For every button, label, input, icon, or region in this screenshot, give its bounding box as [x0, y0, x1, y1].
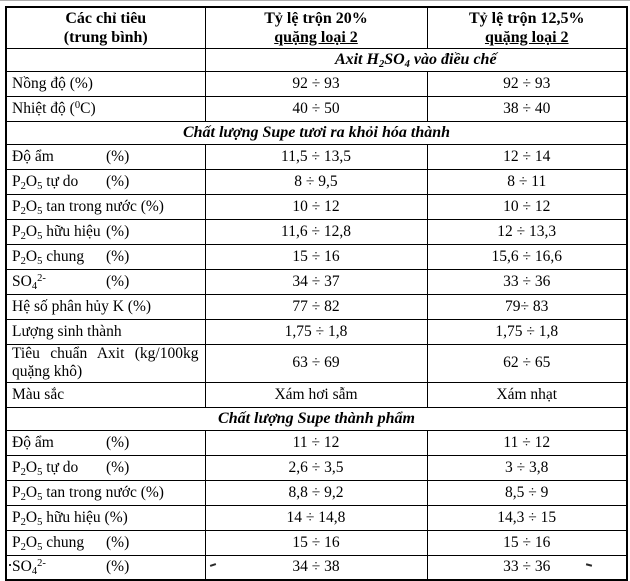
row-value: 12 ÷ 13,3	[427, 219, 627, 244]
row-label: Độ ẩm (%)	[6, 144, 205, 169]
table-row	[6, 244, 627, 269]
table-row	[6, 530, 627, 555]
row-label: Hệ số phân hủy K (%)	[6, 294, 205, 319]
cropped-text-fragment	[9, 564, 11, 566]
row-value: 33 ÷ 36	[427, 555, 627, 580]
row-value: 33 ÷ 36	[427, 269, 627, 294]
table-row	[6, 71, 627, 96]
header-row	[6, 7, 627, 48]
row-value: 11,5 ÷ 13,5	[205, 144, 427, 169]
row-value: 8 ÷ 9,5	[205, 169, 427, 194]
row-label: Nhiệt độ ($^0$C)	[6, 96, 205, 121]
row-value: 3 ÷ 3,8	[427, 455, 627, 480]
table-body	[6, 48, 627, 580]
header-mix-12-5-line1: Tỷ lệ trộn 12,5%	[468, 9, 585, 27]
table-row	[6, 269, 627, 294]
row-value: 8,5 ÷ 9	[427, 480, 627, 505]
row-value: 14 ÷ 14,8	[205, 505, 427, 530]
row-label: $P_2O_5$ tan trong nước (%)	[6, 480, 205, 505]
header-criteria-line1: Các chỉ tiêu	[65, 9, 147, 27]
row-label: $SO_4^{2-}$ (%)	[6, 555, 205, 580]
row-value: 15 ÷ 16	[205, 244, 427, 269]
row-value: Xám nhạt	[427, 382, 627, 407]
empty-cell	[6, 48, 205, 71]
table-row	[6, 505, 627, 530]
row-label: Nồng độ (%)	[6, 71, 205, 96]
table-header	[6, 7, 627, 48]
row-label: $P_2O_5$ tan trong nước (%)	[6, 194, 205, 219]
row-label: $SO_4^{2-}$ (%)	[6, 269, 205, 294]
row-value: 8 ÷ 11	[427, 169, 627, 194]
header-cell-mix-12-5	[427, 7, 627, 48]
row-value: 77 ÷ 82	[205, 294, 427, 319]
row-value: 34 ÷ 37	[205, 269, 427, 294]
table-row	[6, 219, 627, 244]
row-label: $P_2O_5$ chung (%)	[6, 244, 205, 269]
row-value: 8,8 ÷ 9,2	[205, 480, 427, 505]
row-value: 10 ÷ 12	[427, 194, 627, 219]
row-value: Xám hơi sẫm	[205, 382, 427, 407]
row-value: 1,75 ÷ 1,8	[427, 319, 627, 344]
row-value: 14,3 ÷ 15	[427, 505, 627, 530]
header-criteria-line2: (trung bình)	[63, 28, 148, 46]
table-row	[6, 144, 627, 169]
table-row	[6, 555, 627, 580]
section-row	[6, 121, 627, 144]
section-row	[6, 48, 627, 71]
table-row	[6, 319, 627, 344]
section-title: Chất lượng Supe thành phẩm	[6, 407, 627, 430]
header-mix-12-5-line2: quặng loại 2	[484, 28, 569, 46]
row-value: 92 ÷ 93	[427, 71, 627, 96]
row-value: 92 ÷ 93	[205, 71, 427, 96]
row-value: 1,75 ÷ 1,8	[205, 319, 427, 344]
row-label: Lượng sinh thành	[6, 319, 205, 344]
table-row	[6, 169, 627, 194]
table-row	[6, 96, 627, 121]
row-value: 15 ÷ 16	[205, 530, 427, 555]
section-title: Chất lượng Supe tươi ra khỏi hóa thành	[6, 121, 627, 144]
table-row	[6, 455, 627, 480]
row-value: 62 ÷ 65	[427, 344, 627, 382]
row-label: Tiêu chuẩn Axit (kg/100kg quặng khô)	[6, 344, 205, 382]
row-value: 10 ÷ 12	[205, 194, 427, 219]
row-label: $P_2O_5$ hữu hiệu (%)	[6, 219, 205, 244]
row-label: Độ ẩm (%)	[6, 430, 205, 455]
header-cell-mix-20	[205, 7, 427, 48]
table-row	[6, 382, 627, 407]
row-label: $P_2O_5$ chung (%)	[6, 530, 205, 555]
header-mix-20-line2: quặng loại 2	[274, 28, 358, 46]
row-label: $P_2O_5$ hữu hiệu (%)	[6, 505, 205, 530]
section-row	[6, 407, 627, 430]
row-value: 2,6 ÷ 3,5	[205, 455, 427, 480]
row-value: 34 ÷ 38	[205, 555, 427, 580]
table-row	[6, 294, 627, 319]
row-value: 11,6 ÷ 12,8	[205, 219, 427, 244]
table-row	[6, 430, 627, 455]
table-row	[6, 480, 627, 505]
row-value: 11 ÷ 12	[205, 430, 427, 455]
row-label: $P_2O_5$ tự do (%)	[6, 169, 205, 194]
header-mix-20-line1: Tỷ lệ trộn 20%	[264, 9, 368, 27]
row-value: 12 ÷ 14	[427, 144, 627, 169]
row-value: 40 ÷ 50	[205, 96, 427, 121]
row-label: Màu sắc	[6, 382, 205, 407]
row-label: $P_2O_5$ tự do (%)	[6, 455, 205, 480]
row-value: 11 ÷ 12	[427, 430, 627, 455]
row-value: 15,6 ÷ 16,6	[427, 244, 627, 269]
row-value: 79÷ 83	[427, 294, 627, 319]
table-row	[6, 344, 627, 382]
section-title: Axit $H_2SO_4$ vào điều chế	[205, 48, 627, 71]
header-cell-criteria	[6, 7, 205, 48]
table-row	[6, 194, 627, 219]
spec-table	[5, 6, 628, 581]
row-value: 63 ÷ 69	[205, 344, 427, 382]
row-value: 38 ÷ 40	[427, 96, 627, 121]
row-value: 15 ÷ 16	[427, 530, 627, 555]
top-rule-divider	[0, 0, 630, 1]
